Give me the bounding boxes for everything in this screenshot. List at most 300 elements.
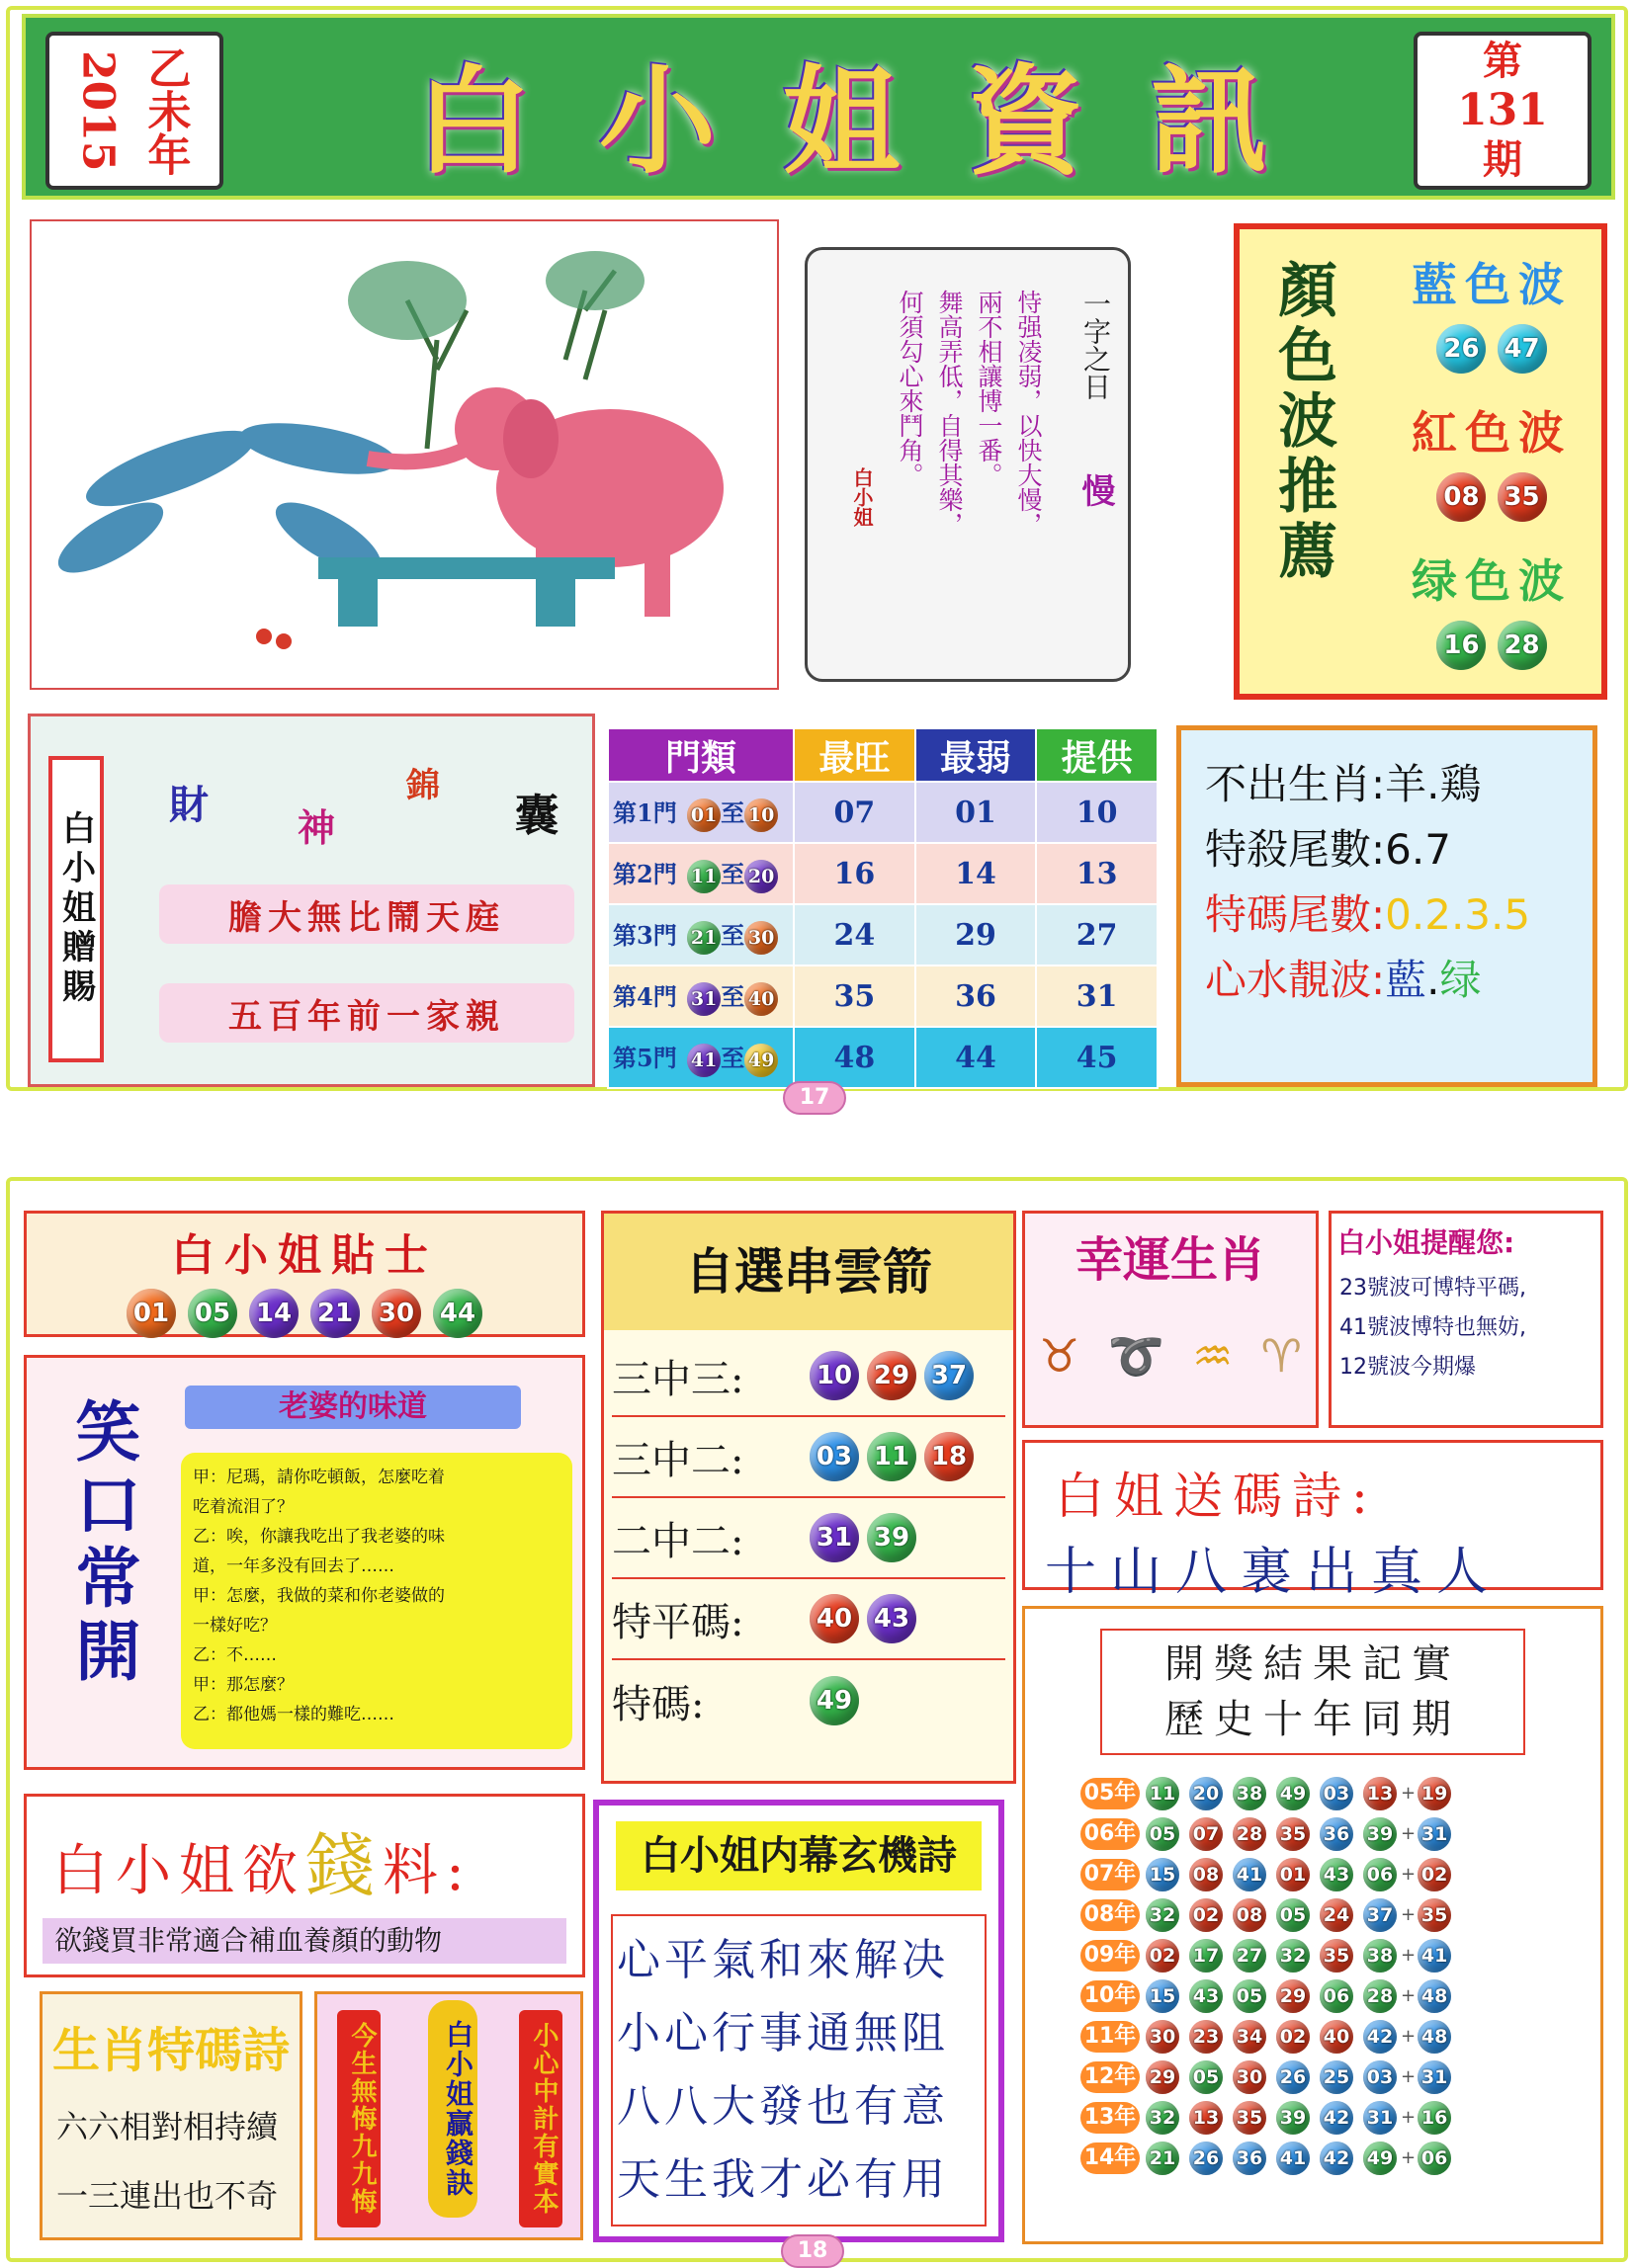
number-ball: 41 <box>1233 1858 1266 1891</box>
reminder-lines <box>1332 1269 1600 1387</box>
number-ball: 37 <box>1363 1898 1397 1932</box>
number-ball: 16 <box>1436 621 1486 670</box>
table-cell: 45 <box>1036 1027 1158 1088</box>
color-wave-groups <box>1388 249 1595 694</box>
elephant-drawing <box>32 221 777 688</box>
info-separator: . <box>1426 956 1440 1004</box>
money-rhyme-left: 今生無悔九九悔 <box>337 2010 381 2227</box>
number-ball: 17 <box>1189 1939 1223 1973</box>
table-cell: 16 <box>794 843 915 904</box>
inner-poem-line: 小心行事通無阻 <box>617 2008 949 2058</box>
number-ball: 02 <box>1146 1939 1179 1973</box>
table-header: 門類 <box>608 728 794 782</box>
door-label-cell <box>608 1027 794 1088</box>
zodiac-poem-panel <box>40 1991 302 2240</box>
number-ball: 14 <box>249 1289 299 1338</box>
door-label-cell <box>608 782 794 843</box>
combo-label: 三中三: <box>612 1356 744 1402</box>
history-title: 開獎結果記實 <box>1164 1641 1461 1687</box>
reminder-panel <box>1329 1211 1603 1428</box>
number-ball: 27 <box>1233 1939 1266 1973</box>
special-ball: 16 <box>1418 2101 1451 2135</box>
number-ball: 23 <box>1189 2020 1223 2054</box>
info-line <box>1181 882 1592 948</box>
issue-suffix: 期 <box>1483 136 1522 183</box>
history-year: 06年 <box>1080 1818 1140 1850</box>
range-start-ball: 41 <box>687 1044 721 1077</box>
number-ball: 29 <box>1146 2060 1179 2094</box>
number-ball: 05 <box>1233 1979 1266 2013</box>
number-ball: 05 <box>188 1289 237 1338</box>
joke-subtitle: 老婆的味道 <box>185 1386 521 1429</box>
info-value-blue: 藍 <box>1385 956 1427 1004</box>
combo-panel <box>601 1211 1016 1784</box>
gift-line: 膽大無比鬧天庭 <box>159 884 574 944</box>
table-row <box>608 904 1158 966</box>
page-number: 18 <box>781 2234 844 2268</box>
history-row <box>1080 1935 1600 1975</box>
bag-char: 神 <box>298 806 336 850</box>
plus-sign: + <box>1401 1904 1417 1925</box>
table-cell: 27 <box>1036 904 1158 966</box>
table-row <box>608 1027 1158 1088</box>
title-char: 訊 <box>1150 52 1267 190</box>
title <box>382 38 1301 190</box>
door-label: 第2門 <box>613 859 677 888</box>
history-year: 14年 <box>1080 2142 1140 2174</box>
tips-panel <box>24 1211 585 1337</box>
range-end-ball: 40 <box>744 982 778 1016</box>
joke-panel <box>24 1355 585 1770</box>
wave-label: 绿色波 <box>1412 554 1572 608</box>
reminder-line: 12號波今期爆 <box>1339 1355 1476 1380</box>
number-ball: 15 <box>1146 1858 1179 1891</box>
table-cell: 01 <box>915 782 1037 843</box>
bag-char: 囊 <box>515 791 559 841</box>
info-panel <box>1176 725 1597 1087</box>
poem-line: 兩不相讓博一番。 <box>975 290 1003 487</box>
joke-line: 乙：都他媽一樣的難吃…… <box>193 1705 394 1724</box>
number-ball: 26 <box>1189 2142 1223 2175</box>
combo-row <box>612 1660 1005 1741</box>
joke-line: 一樣好吃？ <box>193 1616 277 1636</box>
door-label: 第5門 <box>613 1043 677 1072</box>
poem-line: 舞高弄低，自得其樂， <box>935 290 964 537</box>
table-cell: 36 <box>915 966 1037 1027</box>
zodiac-poem-title: 生肖特碼詩 <box>51 2023 290 2078</box>
tips-title: 白小姐貼士 <box>171 1230 438 1281</box>
color-wave-panel <box>1234 223 1607 700</box>
number-ball: 35 <box>1276 1817 1310 1851</box>
title-char: 白 <box>414 52 532 190</box>
number-ball: 15 <box>1146 1979 1179 2013</box>
snake-icon: ➰ <box>1107 1329 1164 1383</box>
number-ball: 30 <box>372 1289 421 1338</box>
number-ball: 26 <box>1276 2060 1310 2094</box>
range-end-ball: 20 <box>744 860 778 893</box>
zodiac-icons <box>1025 1329 1316 1384</box>
number-ball: 41 <box>1276 2142 1310 2175</box>
special-ball: 35 <box>1418 1898 1451 1932</box>
special-ball: 48 <box>1418 2020 1451 2054</box>
history-row <box>1080 1975 1600 2016</box>
number-ball: 32 <box>1146 2101 1179 2135</box>
number-ball: 37 <box>924 1351 974 1400</box>
number-ball: 39 <box>867 1513 916 1562</box>
poem-author: 白小姐 <box>850 467 874 527</box>
monkey-icon: ♒ <box>1192 1329 1234 1383</box>
joke-line: 甲：尼瑪，請你吃頓飯，怎麼吃着 <box>193 1468 445 1487</box>
history-row <box>1080 1773 1600 1813</box>
number-ball: 36 <box>1320 1817 1353 1851</box>
year-label: 2015 <box>72 49 124 172</box>
number-ball: 24 <box>1320 1898 1353 1932</box>
number-ball: 25 <box>1320 2060 1353 2094</box>
number-ball: 21 <box>310 1289 360 1338</box>
dog-icon: ♈ <box>1260 1329 1302 1383</box>
special-ball: 02 <box>1418 1858 1451 1891</box>
number-ball: 02 <box>1276 2020 1310 2054</box>
number-ball: 43 <box>1320 1858 1353 1891</box>
zodiac-poem-lines <box>43 2092 300 2230</box>
wave-label: 藍色波 <box>1412 258 1572 311</box>
door-label: 第4門 <box>613 981 677 1011</box>
number-ball: 35 <box>1320 1939 1353 1973</box>
door-label-cell <box>608 966 794 1027</box>
lucky-title: 幸運生肖 <box>1075 1232 1265 1288</box>
issue-prefix: 第 <box>1483 38 1522 84</box>
range-start-ball: 01 <box>687 798 721 832</box>
history-rows <box>1025 1755 1600 2178</box>
poem-gift-panel <box>1022 1440 1603 1602</box>
door-label-cell <box>608 843 794 904</box>
wave-group-red <box>1388 397 1595 546</box>
page-bottom <box>0 1171 1634 2268</box>
zodiac-year-label: 乙未年 <box>139 45 191 176</box>
number-ball: 28 <box>1498 621 1547 670</box>
issue-book <box>1414 32 1591 190</box>
money-desc: 欲錢買非常適合補血養顏的動物 <box>43 1918 566 1964</box>
inner-poem-line: 心平氣和來解决 <box>617 1935 949 1985</box>
joke-line: 甲：怎麼，我做的菜和你老婆做的 <box>193 1586 445 1606</box>
number-ball: 03 <box>810 1432 859 1481</box>
special-ball: 41 <box>1418 1939 1451 1973</box>
number-ball: 18 <box>924 1432 974 1481</box>
table-row <box>608 966 1158 1027</box>
number-ball: 28 <box>1233 1817 1266 1851</box>
history-year: 12年 <box>1080 2061 1140 2093</box>
joke-title: 笑口常開 <box>64 1397 141 1690</box>
wave-group-blue <box>1388 249 1595 397</box>
number-ball: 35 <box>1233 2101 1266 2135</box>
number-ball: 38 <box>1363 1939 1397 1973</box>
inner-poem-title: 白小姐内幕玄機詩 <box>616 1821 982 1890</box>
plus-sign: + <box>1401 1783 1417 1804</box>
number-ball: 28 <box>1363 1979 1397 2013</box>
number-ball: 30 <box>1146 2020 1179 2054</box>
zodiac-poem-line: 一三連出也不奇 <box>56 2177 279 2215</box>
info-line: 特殺尾數:6.7 <box>1205 825 1451 874</box>
history-row <box>1080 1894 1600 1935</box>
info-value-green: 绿 <box>1439 956 1482 1004</box>
history-year: 13年 <box>1080 2102 1140 2134</box>
number-ball: 42 <box>1320 2101 1353 2135</box>
number-ball: 44 <box>433 1289 482 1338</box>
number-ball: 03 <box>1320 1777 1353 1810</box>
wave-label: 紅色波 <box>1412 406 1572 460</box>
poem-scroll <box>805 247 1131 682</box>
poem-line: 何須勾心來鬥角。 <box>896 290 924 487</box>
money-panel <box>24 1794 585 1977</box>
special-ball: 19 <box>1418 1777 1451 1810</box>
money-rhyme-center: 白小姐贏錢訣 <box>428 2000 477 2218</box>
issue-number: 131 <box>1457 85 1548 135</box>
table-cell: 44 <box>915 1027 1037 1088</box>
combo-rows <box>604 1330 1013 1747</box>
money-title <box>27 1797 582 1910</box>
plus-sign: + <box>1401 1985 1417 2006</box>
number-ball: 08 <box>1189 1858 1223 1891</box>
number-ball: 38 <box>1233 1777 1266 1810</box>
number-ball: 02 <box>1189 1898 1223 1932</box>
combo-row <box>612 1417 1005 1498</box>
history-year: 11年 <box>1080 2021 1140 2053</box>
range-start-ball: 31 <box>687 982 721 1016</box>
history-year: 05年 <box>1080 1778 1140 1809</box>
number-ball: 49 <box>810 1676 859 1725</box>
color-wave-title: 顏色波推薦 <box>1268 259 1337 585</box>
door-label: 第3門 <box>613 920 677 950</box>
plus-sign: + <box>1401 2026 1417 2047</box>
poem-gift-title: 白姐送碼詩: <box>1055 1468 1378 1525</box>
combo-row <box>612 1579 1005 1660</box>
joke-line: 乙：唉，你讓我吃出了我老婆的味 <box>193 1527 445 1547</box>
number-ball: 08 <box>1436 472 1486 522</box>
number-ball: 43 <box>867 1594 916 1643</box>
history-year: 08年 <box>1080 1899 1140 1931</box>
special-ball: 48 <box>1418 1979 1451 2013</box>
table-cell: 29 <box>915 904 1037 966</box>
joke-bubble <box>181 1453 572 1749</box>
table-cell: 31 <box>1036 966 1158 1027</box>
lucky-zodiac-panel <box>1022 1211 1319 1428</box>
number-ball: 47 <box>1498 324 1547 374</box>
wave-group-green <box>1388 546 1595 694</box>
info-label: 心水靚波: <box>1205 956 1386 1004</box>
table-cell: 35 <box>794 966 915 1027</box>
number-ball: 01 <box>127 1289 176 1338</box>
number-ball: 31 <box>810 1513 859 1562</box>
plus-sign: + <box>1401 1823 1417 1844</box>
number-ball: 34 <box>1233 2020 1266 2054</box>
number-ball: 31 <box>1363 2101 1397 2135</box>
page-top <box>0 0 1634 1110</box>
number-ball: 13 <box>1363 1777 1397 1810</box>
title-char: 小 <box>598 52 716 190</box>
inner-poem-panel <box>593 1800 1004 2242</box>
history-panel <box>1022 1606 1603 2244</box>
combo-label: 特平碼: <box>612 1599 744 1645</box>
number-ball: 26 <box>1436 324 1486 374</box>
table-cell: 24 <box>794 904 915 966</box>
tips-balls <box>27 1289 582 1338</box>
plus-sign: + <box>1401 1864 1417 1885</box>
number-ball: 35 <box>1498 472 1547 522</box>
plus-sign: + <box>1401 1945 1417 1966</box>
combo-label: 特碼: <box>612 1681 705 1727</box>
number-ball: 20 <box>1189 1777 1223 1810</box>
number-ball: 21 <box>1146 2142 1179 2175</box>
money-title-money: 錢 <box>305 1825 383 1906</box>
range-word: 至 <box>721 981 745 1011</box>
info-line <box>1181 948 1592 1013</box>
elephant-illustration <box>30 219 779 690</box>
table-header: 最弱 <box>915 728 1037 782</box>
history-row <box>1080 2097 1600 2138</box>
history-row <box>1080 2138 1600 2178</box>
info-label: 特碼尾數: <box>1205 890 1386 939</box>
ox-icon: ♉ <box>1039 1329 1080 1383</box>
number-ball: 03 <box>1363 2060 1397 2094</box>
number-ball: 43 <box>1189 1979 1223 2013</box>
range-word: 至 <box>721 859 745 888</box>
number-ball: 29 <box>867 1351 916 1400</box>
table-cell: 13 <box>1036 843 1158 904</box>
joke-line: 甲：那怎麼？ <box>193 1675 294 1695</box>
info-line: 不出生肖:羊.鶏 <box>1205 760 1482 808</box>
inner-poem-line: 天生我才必有用 <box>617 2154 949 2205</box>
special-ball: 31 <box>1418 1817 1451 1851</box>
combo-label: 三中二: <box>612 1437 744 1483</box>
bag-char: 財 <box>169 783 209 828</box>
range-end-ball: 30 <box>744 921 778 955</box>
number-ball: 36 <box>1233 2142 1266 2175</box>
range-word: 至 <box>721 1043 745 1072</box>
inner-poem-line: 八八大發也有意 <box>617 2081 949 2132</box>
number-ball: 40 <box>1320 2020 1353 2054</box>
number-ball: 32 <box>1276 1939 1310 1973</box>
combo-row <box>612 1336 1005 1417</box>
range-end-ball: 49 <box>744 1044 778 1077</box>
reminder-title: 白小姐提醒您: <box>1337 1226 1515 1259</box>
range-start-ball: 11 <box>687 860 721 893</box>
range-end-ball: 10 <box>744 798 778 832</box>
poem-keyword: 慢 <box>1075 473 1115 507</box>
money-rhyme-panel <box>314 1991 583 2240</box>
combo-title: 自選串雲箭 <box>604 1214 1013 1330</box>
money-title-a: 白小姐欲 <box>52 1839 305 1903</box>
info-value: 0.2.3.5 <box>1385 890 1531 939</box>
history-year: 09年 <box>1080 1940 1140 1972</box>
table-row <box>608 782 1158 843</box>
poem-gift-line: 十山八裏出真人 <box>1045 1543 1503 1602</box>
number-ball: 05 <box>1276 1898 1310 1932</box>
title-char: 姐 <box>782 52 900 190</box>
number-ball: 42 <box>1320 2142 1353 2175</box>
number-ball: 06 <box>1320 1979 1353 2013</box>
poem-heading: 一字之日 <box>1079 290 1112 400</box>
number-ball: 32 <box>1146 1898 1179 1932</box>
joke-line: 乙：不…… <box>193 1645 277 1665</box>
year-book <box>45 32 223 190</box>
number-ball: 49 <box>1363 2142 1397 2175</box>
history-row <box>1080 2016 1600 2057</box>
table-header: 最旺 <box>794 728 915 782</box>
table-header: 提供 <box>1036 728 1158 782</box>
gift-panel <box>28 714 595 1087</box>
number-ball: 39 <box>1363 1817 1397 1851</box>
range-word: 至 <box>721 798 745 827</box>
special-ball: 06 <box>1418 2142 1451 2175</box>
gift-vertical-title: 白小姐贈賜 <box>48 756 104 1062</box>
money-rhyme-right: 小心中計有實本 <box>519 2010 562 2227</box>
number-ball: 05 <box>1146 1817 1179 1851</box>
gift-line: 五百年前一家親 <box>159 983 574 1043</box>
header-banner <box>22 14 1615 200</box>
number-ball: 05 <box>1189 2060 1223 2094</box>
history-title-box <box>1100 1629 1525 1755</box>
table-row <box>608 843 1158 904</box>
joke-line: 吃着流泪了？ <box>193 1497 294 1517</box>
combo-label: 二中二: <box>612 1518 744 1564</box>
door-label-cell <box>608 904 794 966</box>
reminder-line: 23號波可博特平碼, <box>1339 1276 1526 1301</box>
plus-sign: + <box>1401 2107 1417 2128</box>
title-char: 資 <box>966 52 1083 190</box>
number-ball: 10 <box>810 1351 859 1400</box>
history-row <box>1080 1813 1600 1854</box>
door-label: 第1門 <box>613 798 677 827</box>
table-cell: 48 <box>794 1027 915 1088</box>
plus-sign: + <box>1401 2066 1417 2087</box>
history-year: 10年 <box>1080 1980 1140 2012</box>
table-cell: 10 <box>1036 782 1158 843</box>
plus-sign: + <box>1401 2147 1417 2168</box>
number-ball: 30 <box>1233 2060 1266 2094</box>
page-number: 17 <box>783 1081 846 1115</box>
number-ball: 40 <box>810 1594 859 1643</box>
history-row <box>1080 1854 1600 1894</box>
table-cell: 07 <box>794 782 915 843</box>
number-ball: 06 <box>1363 1858 1397 1891</box>
range-word: 至 <box>721 920 745 950</box>
number-ball: 49 <box>1276 1777 1310 1810</box>
combo-row <box>612 1498 1005 1579</box>
number-ball: 42 <box>1363 2020 1397 2054</box>
history-year: 07年 <box>1080 1859 1140 1890</box>
special-ball: 31 <box>1418 2060 1451 2094</box>
range-start-ball: 21 <box>687 921 721 955</box>
table-cell: 14 <box>915 843 1037 904</box>
doors-table <box>607 727 1159 1089</box>
history-subtitle: 歷史十年同期 <box>1164 1697 1461 1742</box>
number-ball: 39 <box>1276 2101 1310 2135</box>
number-ball: 01 <box>1276 1858 1310 1891</box>
number-ball: 13 <box>1189 2101 1223 2135</box>
history-row <box>1080 2057 1600 2097</box>
poem-line: 恃强凌弱，以快大慢， <box>1014 290 1043 537</box>
money-title-b: 料: <box>383 1839 473 1903</box>
bag-char: 錦 <box>406 766 440 805</box>
number-ball: 08 <box>1233 1898 1266 1932</box>
number-ball: 11 <box>867 1432 916 1481</box>
joke-line: 道，一年多没有回去了…… <box>193 1556 394 1576</box>
inner-poem-lines <box>611 1914 987 2226</box>
number-ball: 07 <box>1189 1817 1223 1851</box>
number-ball: 29 <box>1276 1979 1310 2013</box>
number-ball: 11 <box>1146 1777 1179 1810</box>
reminder-line: 41號波博特也無妨, <box>1339 1315 1526 1340</box>
